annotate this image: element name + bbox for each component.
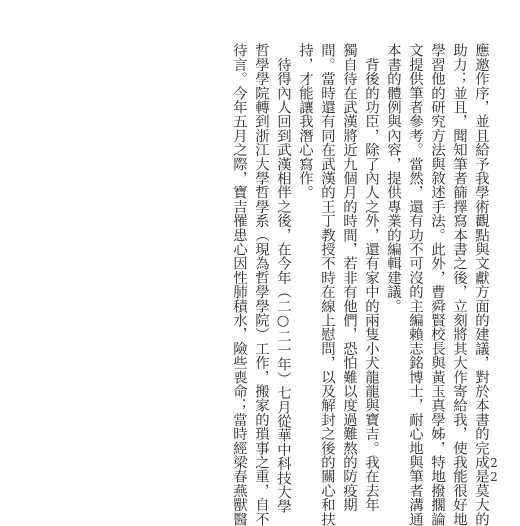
text-column-10: 待得內人回到武漢相伴之後，在今年（二○二一年）七月從華中科技大學 [275, 43, 291, 514]
text-column-9: 持，才能讓我潛心寫作。 [297, 43, 313, 200]
text-column-4: 文提供筆者參考。當然，還有功不可沒的主編賴志銘博士，耐心地與筆者溝通 [407, 43, 423, 526]
text-column-6: 背後的功臣，除了內人之外，還有家中的兩隻小犬龍龍與寶吉。我在去年 [363, 43, 379, 512]
text-column-2: 助力；並且，聞知筆者篩擇寫本書之後，立刻將其大作寄給我，使我能很好地 [451, 43, 467, 526]
text-column-5: 本書的體例與內容，提供專業的編輯建議。 [385, 43, 401, 313]
text-column-1: 應邀作序，並且給予我學術觀點與文獻方面的建議，對於本書的完成是莫大的 [473, 43, 489, 526]
text-column-8: 間。當時還有同在武漢的王丁教授不時在線上慰問，以及解封之後的關心和扶 [319, 43, 335, 526]
page-number: 22 [487, 456, 501, 484]
text-column-3: 學習他的研究方法與敘述手法。此外，曹舜賢校長與黃玉真學姊，特地撥擱論 [429, 43, 445, 526]
text-column-7: 獨自待在武漢將近九個月的時間，若非有他們，恐怕難以度過難熬的防疫期 [341, 43, 357, 512]
text-column-12: 待言。今年五月之際，寶吉罹患心因性肺積水，險些喪命；當時經梁春燕獸醫 [231, 43, 247, 526]
text-column-11: 哲學學院轉到浙江大學哲學系（現為哲學學院）工作，搬家的瑣事之重，自不 [253, 43, 269, 526]
